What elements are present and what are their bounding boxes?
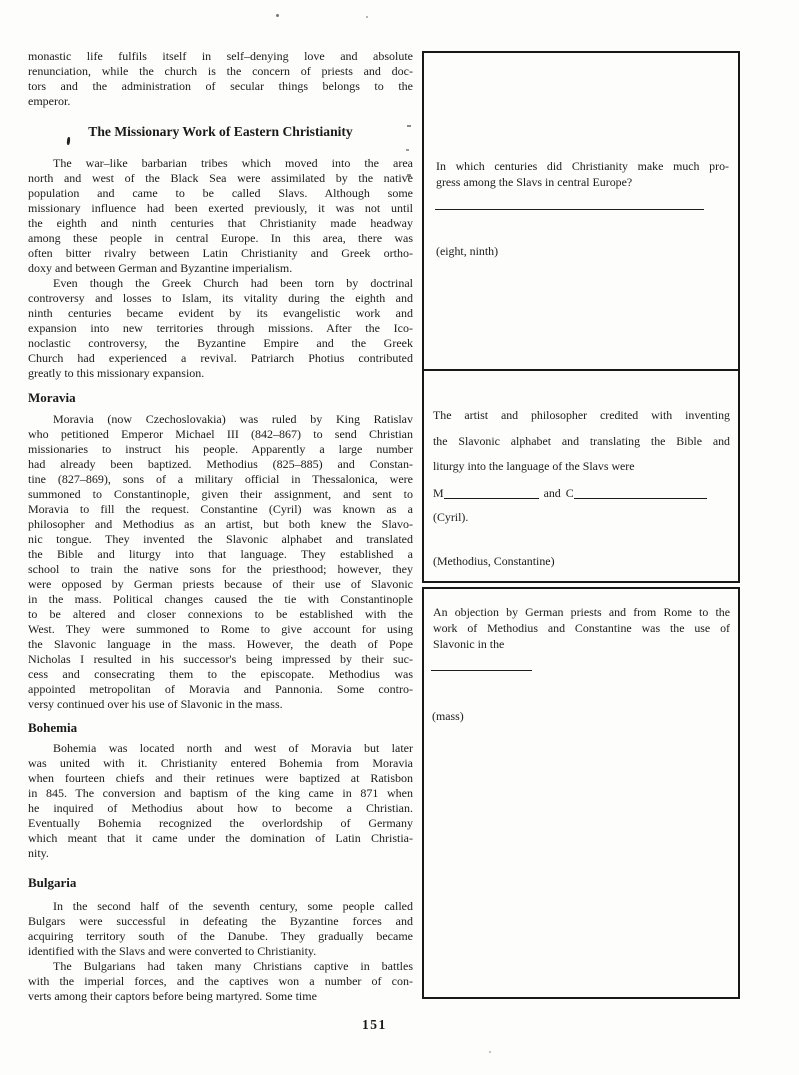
text-line: to be altered and closer connexions to be established with the — [28, 607, 413, 621]
question-line: The artist and philosopher credited with inventing — [433, 408, 730, 422]
question-line: the Slavonic alphabet and translating the Bible and — [433, 433, 730, 448]
section-heading: Moravia — [28, 390, 76, 405]
text-line: Eventually Bohemia recognized the overlordship of Germany — [28, 816, 413, 830]
text-line: missionaries to instruct his people. Apparently a large number — [28, 442, 413, 456]
text-line: Nicholas I resulted in his successor's being impressed by their suc- — [28, 652, 413, 666]
text-line: nic tongue. They invented the Slavonic alphabet and translated — [28, 532, 413, 546]
text-line: had already been baptized. Methodius (825–885) and Constan- — [28, 457, 413, 471]
review-card-inventors — [422, 369, 740, 583]
question-note: (Cyril). — [433, 510, 469, 524]
text-line: expansion into new territories through missions. After the Ico- — [28, 321, 413, 335]
text-line: cess and consecrating them to the episcopate. Methodius was — [28, 667, 413, 681]
text-line: ninth centuries became evident by its evangelistic work and — [28, 306, 413, 320]
paragraph — [28, 959, 413, 1004]
text-line: greatly to this missionary expansion. — [28, 366, 205, 380]
text-line: Moravia to fill the request. Constantine (Cyril) was known as a — [28, 502, 413, 516]
text-line: renunciation, while the church is the concern of priests and doc- — [28, 64, 413, 78]
text-line: which meant that it came under the domination of Latin Christia- — [28, 831, 413, 845]
question-line: In which centuries did Christianity make much pro- — [436, 159, 729, 173]
scan-speck — [366, 16, 368, 18]
paragraph — [28, 49, 413, 109]
text-line: were opposed by German priests because of their use of Slavonic — [28, 577, 413, 591]
text-line: philosopher and Methodius as an artist, but both knew the Slavo- — [28, 517, 413, 531]
text-line: summoned to Constantinople, given their assignment, and sent to — [28, 487, 413, 501]
answer-blank-line — [435, 209, 704, 210]
text-line: doxy and between German and Byzantine imperialism. — [28, 261, 293, 275]
text-line: West. They were summoned to Rome to give account for using — [28, 622, 413, 636]
fill-initial-m: M — [433, 486, 444, 500]
fill-connector: and — [543, 486, 561, 500]
paragraph — [28, 899, 413, 959]
text-line: missionary influence had been exerted previously, it was not until — [28, 201, 413, 215]
text-line: The war–like barbarian tribes which moved into the area — [53, 156, 413, 170]
answer-blank-line — [431, 670, 532, 671]
question-line: An objection by German priests and from Rome to the — [433, 605, 730, 619]
text-line: among these people in central Europe. In this area, there was — [28, 231, 413, 245]
text-line: often bitter rivalry between Latin Christianity and Greek ortho- — [28, 246, 413, 260]
text-line: acquiring territory south of the Danube. They gradually became — [28, 929, 413, 943]
answer-blank-line — [574, 498, 707, 499]
answer-blank-line — [444, 498, 539, 499]
question-line: Slavonic in the — [433, 637, 505, 651]
text-line: the Bible and liturgy into that language. They established a — [28, 547, 413, 561]
left-column — [28, 49, 413, 1004]
question-line: work of Methodius and Constantine was the use of — [433, 621, 730, 635]
text-line: identified with the Slavs and were converted to Christianity. — [28, 944, 317, 958]
text-line: emperor. — [28, 94, 71, 108]
text-line: Moravia (now Czechoslovakia) was ruled by King Ratislav — [53, 412, 413, 426]
text-line: monastic life fulfils itself in self–denying love and absolute — [28, 49, 413, 63]
text-line: versy continued over his use of Slavonic in the mass. — [28, 697, 283, 711]
text-line: in 845. The conversion and baptism of the king came in 871 when — [28, 786, 413, 800]
question-line: gress among the Slavs in central Europe? — [436, 175, 633, 189]
text-line: noclastic controversy, the Byzantine Empire and the Greek — [28, 336, 413, 350]
scan-speck — [489, 1051, 491, 1053]
text-line: controversy and losses to Islam, its vitality during the eighth and — [28, 291, 413, 305]
text-line: with the imperial forces, and the captives won a number of con- — [28, 974, 413, 988]
fill-initial-c: C — [565, 486, 574, 500]
text-line: nity. — [28, 846, 49, 860]
question-text — [436, 158, 729, 190]
answer-key: (eight, ninth) — [436, 244, 499, 258]
question-text — [433, 604, 730, 652]
section-heading: Bohemia — [28, 720, 78, 735]
paragraph — [28, 412, 413, 712]
text-line: when fourteen chiefs and their retinues were baptized at Ratisbon — [28, 771, 413, 785]
text-line: tine (827–869), sons of a military official in Thessalonica, were — [28, 472, 413, 486]
text-line: north and west of the Black Sea were assimilated by the native — [28, 171, 413, 185]
paragraph — [28, 156, 413, 276]
text-line: school to train the native sons for the priesthood; however, they — [28, 562, 413, 576]
text-line: the eighth and ninth centuries that Christianity made headway — [28, 216, 413, 230]
text-line: verts among their captors before being martyred. Some time — [28, 989, 317, 1003]
review-card-centuries — [422, 51, 740, 369]
answer-key: (mass) — [432, 709, 464, 723]
paragraph — [28, 741, 413, 861]
text-line: who petitioned Emperor Michael III (842–867) to send Christian — [28, 427, 413, 441]
paragraph — [28, 276, 413, 381]
text-line: Even though the Greek Church had been torn by doctrinal — [53, 276, 413, 290]
scan-speck — [276, 14, 279, 17]
text-line: In the second half of the seventh century, some people called — [53, 899, 413, 913]
question-text — [433, 403, 730, 480]
text-line: the Slavonic language in the mass. However, the death of Pope — [28, 637, 413, 651]
text-line: in the mass. Political changes caused the tie with Constantinople — [28, 592, 413, 606]
text-line: The Bulgarians had taken many Christians captive in battles — [53, 959, 413, 973]
answer-key: (Methodius, Constantine) — [433, 554, 555, 568]
page-number: 151 — [362, 1017, 387, 1032]
text-line: population and came to be called Slavs. Although some — [28, 186, 413, 200]
review-card-objection — [422, 587, 740, 999]
section-heading: The Missionary Work of Eastern Christianity — [88, 124, 353, 139]
question-line: liturgy into the language of the Slavs were — [433, 459, 635, 474]
text-line: Bulgars were successful in defeating the Byzantine forces and — [28, 914, 413, 928]
text-line: tors and the administration of secular things belongs to the — [28, 79, 413, 93]
fill-in-blanks-line — [433, 485, 707, 501]
text-line: Church had experienced a revival. Patriarch Photius contributed — [28, 351, 413, 365]
section-heading: Bulgaria — [28, 875, 77, 890]
text-line: was united with it. Christianity entered Bohemia from Moravia — [28, 756, 413, 770]
text-line: Bohemia was located north and west of Moravia but later — [53, 741, 413, 755]
text-line: appointed metropolitan of Moravia and Pannonia. Some contro- — [28, 682, 413, 696]
text-line: he inquired of Methodius about how to become a Christian. — [28, 801, 413, 815]
